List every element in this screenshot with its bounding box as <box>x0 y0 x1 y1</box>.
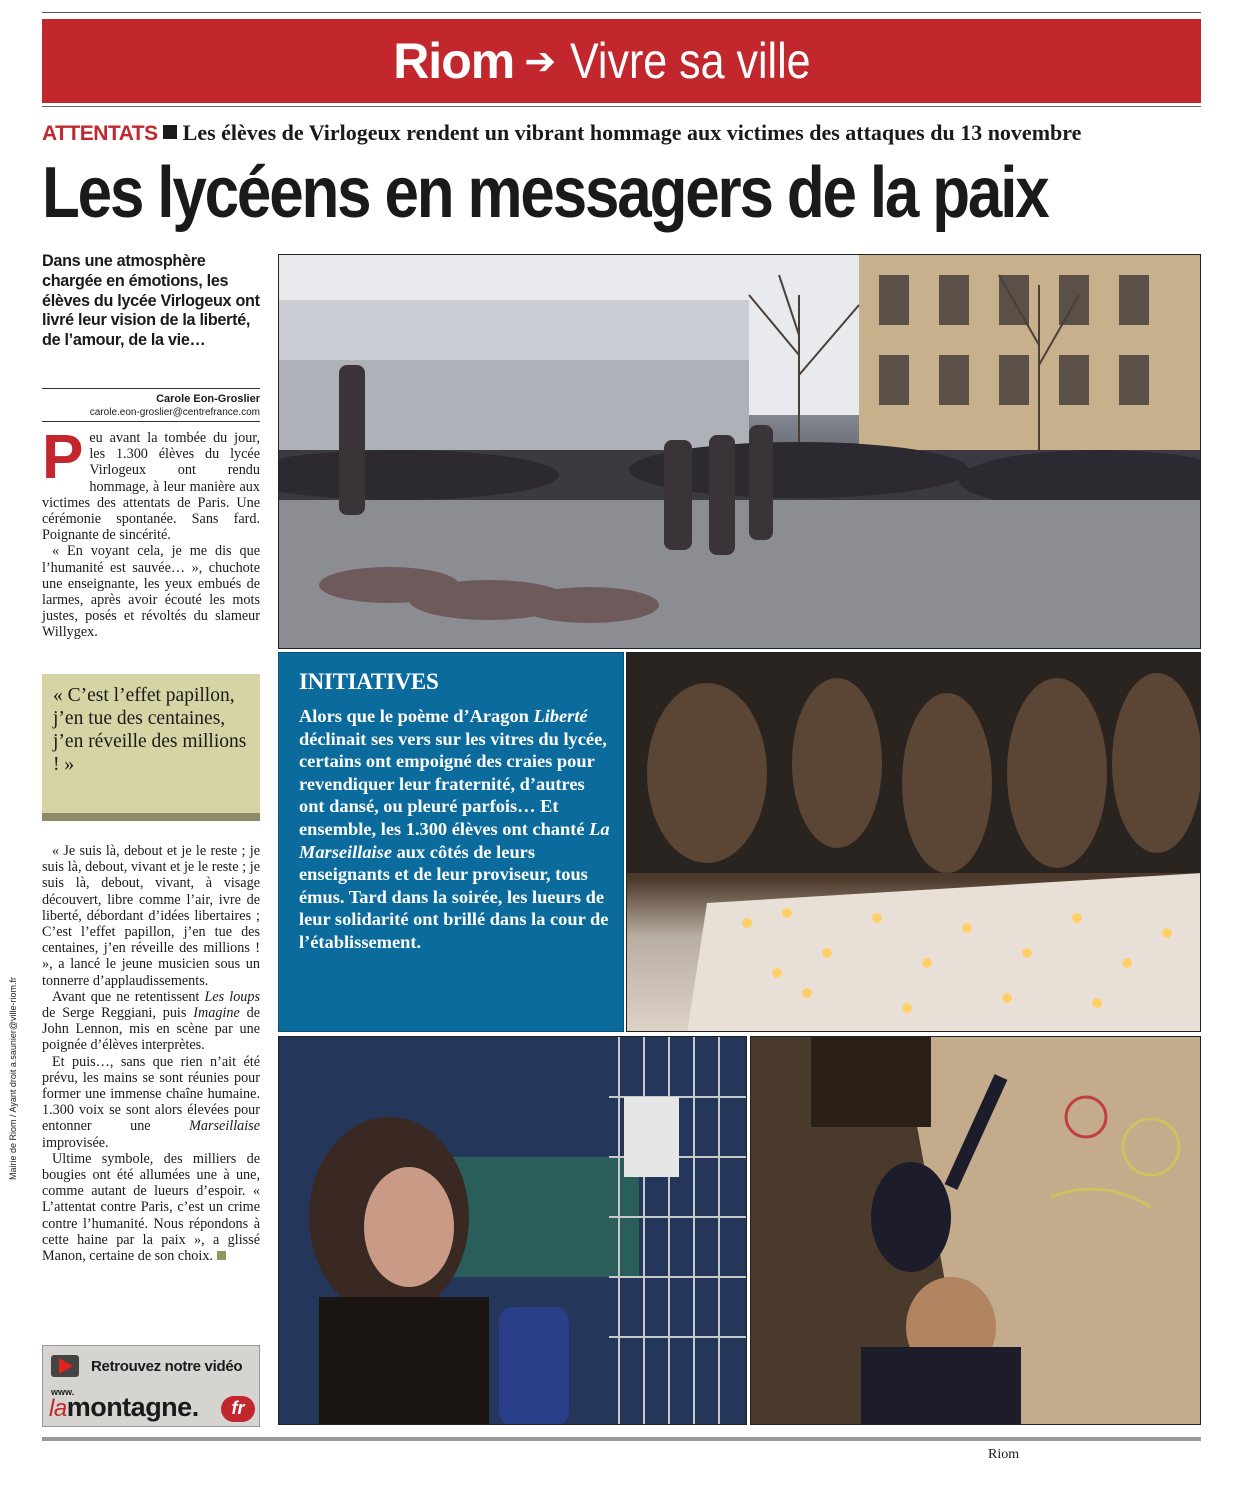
candles-illustration <box>627 653 1201 1032</box>
initiatives-title: INITIATIVES <box>299 669 439 694</box>
banner-section: Vivre sa ville <box>570 33 811 89</box>
arrow-right-icon: ➔ <box>524 40 557 83</box>
text-run: Et puis…, sans que rien n’ait été prévu, les mains se sont réunies pour former une immense chaîne humaine. 1.300 voix se sont alors élevées pour entonner une <box>42 1053 260 1135</box>
byline-rule-bottom <box>42 421 260 422</box>
paragraph: « En voyant cela, je me dis que l’humanité est sauvée… », chuchote une enseignante, les yeux embués de larmes, après avoir écouté les mots justes, posés et révoltés du slameur Willygex. <box>42 543 260 641</box>
photo-courtyard-ceremony <box>278 254 1201 649</box>
text-run: de Serge Reggiani, puis <box>42 1005 194 1022</box>
text-run: Alors que le poème d’Aragon <box>299 706 534 726</box>
banner-rule <box>42 106 1201 107</box>
text-run: Ultime symbole, des milliers de bougies ont été allumées une à une, comme autant de lueurs d’espoir. « L’attentat contre Paris, c’est un crime contre l’humanité. Nous répondons à cette haine par la paix », a glissé Manon, certaine de son choix. <box>42 1150 260 1265</box>
text-run: improvisée. <box>42 1134 109 1151</box>
bottom-rule <box>42 1437 1201 1441</box>
article-body-top <box>42 423 260 641</box>
song-title: La Marseillaise <box>299 818 610 862</box>
photo-candles <box>626 652 1201 1032</box>
kicker <box>42 120 1201 146</box>
song-title: Les loups <box>204 988 261 1005</box>
byline-author: Carole Eon-Groslier <box>156 393 260 405</box>
logo-la: la <box>49 1395 67 1422</box>
text-run: de John Lennon, mis en scène par une poignée d’élèves interprètes. <box>42 1005 260 1054</box>
article-body-bottom <box>42 843 260 1264</box>
play-icon[interactable] <box>51 1355 79 1377</box>
paragraph-text: eu avant la tombée du jour, les 1.300 élèves du lycée Virlogeux ont rendu hommage, à leur manière aux victimes des attentats de Paris. Une cérémonie spontanée. Sans fard. Poignante de sincérité. <box>42 430 260 544</box>
logo-www: www. <box>51 1387 75 1397</box>
section-banner <box>42 19 1201 103</box>
logo-main: montagne. <box>66 1392 199 1422</box>
paragraph <box>42 423 260 544</box>
kicker-tag: ATTENTATS <box>42 122 158 145</box>
photo-chalk-wall <box>750 1036 1201 1425</box>
byline-rule <box>42 388 260 389</box>
text-run: aux côtés de leurs enseignants et de leur proviseur, tous émus. Tard dans la soirée, les lueurs de leur solidarité ont brillé dans la cour de l’établissement. <box>299 841 609 952</box>
portrait-illustration <box>279 1037 747 1425</box>
pull-quote-bar <box>42 813 260 821</box>
video-label[interactable]: Retrouvez notre vidéo <box>91 1358 243 1375</box>
pull-quote <box>42 674 260 821</box>
paragraph <box>42 1054 260 1151</box>
byline-email[interactable]: carole.eon-groslier@centrefrance.com <box>89 407 260 418</box>
logo-fr-badge: fr <box>221 1396 255 1422</box>
initiatives-text <box>299 705 614 954</box>
photo-student-portrait <box>278 1036 747 1425</box>
lamontagne-logo[interactable] <box>49 1392 199 1423</box>
initiatives-box <box>278 652 624 1032</box>
text-run: déclinait ses vers sur les vitres du lycée, certains ont empoigné des craies pour revendiquer leur fraternité, d’autres ont dansé, ou pleuré parfois… Et ensemble, les 1.300 élèves ont chanté <box>299 728 607 839</box>
video-promo[interactable] <box>42 1345 260 1427</box>
end-mark-icon <box>217 1251 226 1260</box>
square-bullet-icon <box>163 125 177 139</box>
text-run: Avant que ne retentissent <box>52 988 205 1005</box>
wall-illustration <box>751 1037 1201 1425</box>
courtyard-illustration <box>279 255 1201 649</box>
pull-quote-text: « C’est l’effet papillon, j’en tue des centaines, j’en réveille des millions ! » <box>53 685 247 775</box>
photo-credit: Mairie de Riom / Ayant droit a.saunier@ville-riom.fr <box>8 976 18 1180</box>
paragraph <box>42 1151 260 1264</box>
drop-cap: P <box>42 423 84 492</box>
headline: Les lycéens en messagers de la paix <box>42 153 1048 233</box>
paragraph <box>42 989 260 1054</box>
paragraph: « Je suis là, debout et je le reste ; je suis là, debout, vivant et je le reste ; je suis là, debout, vivant, à visage découvert, libre comme l’air, ivre de liberté, débordant d’idées libertaires ; C’est l’effet papillon, j’en tue des centaines, j’en réveille des millions ! », a lancé le jeune musicien sous un tonnerre d’applaudissements. <box>42 843 260 989</box>
poem-title: Liberté <box>533 706 588 726</box>
song-title: Marseillaise <box>189 1118 260 1135</box>
standfirst: Dans une atmosphère chargée en émotions, les élèves du lycée Virlogeux ont livré leur vision de la liberté, de l’amour, de la vie… <box>42 252 260 350</box>
kicker-text: Les élèves de Virlogeux rendent un vibrant hommage aux victimes des attaques du 13 novembre <box>182 120 1082 145</box>
song-title: Imagine <box>193 1005 240 1022</box>
top-rule <box>42 12 1201 13</box>
page-folio: Riom <box>988 1447 1020 1462</box>
banner-city: Riom <box>393 33 515 89</box>
